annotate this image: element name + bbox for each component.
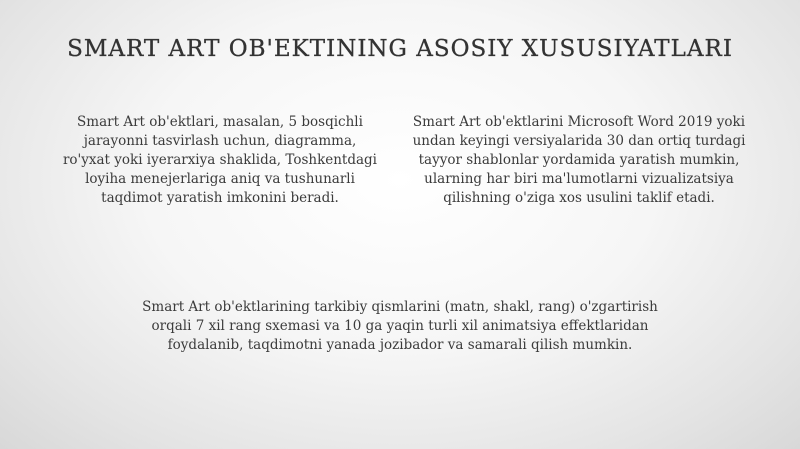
left-text-block: Smart Art ob'ektlari, masalan, 5 bosqichli jarayonni tasvirlash uchun, diagramma, ro'yxat yoki iyerarxiya shaklida, Toshkentdagi loyiha menejerlariga aniq va tushunarli taqdimot yaratish imkonini beradi. — [62, 114, 378, 206]
right-text-block: Smart Art ob'ektlarini Microsoft Word 2019 yoki undan keyingi versiyalarida 30 dan ortiq turdagi tayyor shablonlar yordamida yaratish mumkin, ularning har biri ma'lumotlarni vizualizatsiya qilishning o'ziga xos usulini taklif etadi. — [412, 114, 746, 206]
bottom-text-block: Smart Art ob'ektlarining tarkibiy qismlarini (matn, shakl, rang) o'zgartirish orqali 7 xil rang sxemasi va 10 ga yaqin turli xil animatsiya effektlaridan foydalanib, taqdimotni yanada jozibador va samarali qilish mumkin. — [142, 299, 658, 353]
slide-title: SMART ART OB'EKTINING ASOSIY XUSUSIYATLARI — [67, 36, 733, 62]
